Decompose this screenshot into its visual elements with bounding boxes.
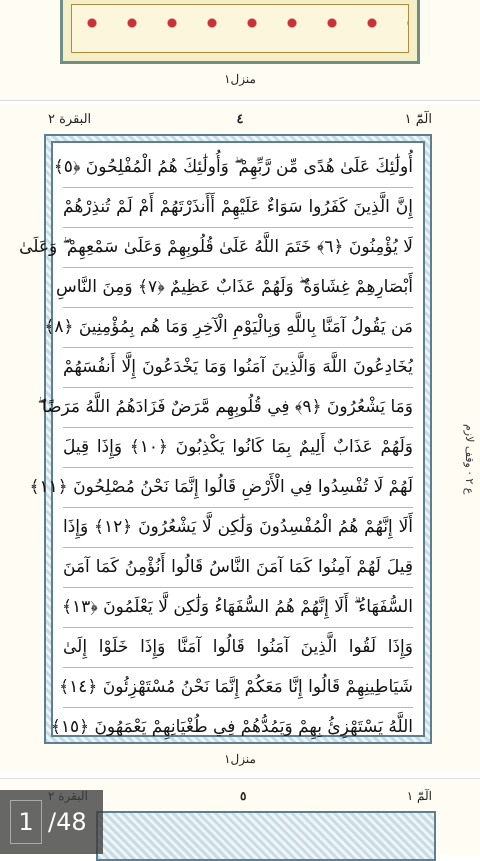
- margin-note: ع ٢ · وقف لازم: [463, 423, 476, 494]
- verse-line: أُولَٰئِكَ عَلَىٰ هُدًى مِّن رَّبِّهِمْ ۖ وَأُولَٰئِكَ هُمُ الْمُفْلِحُونَ ﴿٥﴾: [63, 147, 413, 188]
- manzil-label: منزل١: [224, 72, 256, 86]
- total-pages: /48: [48, 808, 87, 836]
- verse-line: أَبْصَارِهِمْ غِشَاوَةٌ ۖ وَلَهُمْ عَذَابٌ عَظِيمٌ ﴿٧﴾ وَمِنَ النَّاسِ: [63, 267, 413, 308]
- verse-line: أَلَا إِنَّهُمْ هُمُ الْمُفْسِدُونَ وَلَٰكِن لَّا يَشْعُرُونَ ﴿١٢﴾ وَإِذَا: [63, 507, 413, 548]
- verse-line: يُخَادِعُونَ اللَّهَ وَالَّذِينَ آمَنُوا وَمَا يَخْدَعُونَ إِلَّا أَنفُسَهُمْ: [63, 347, 413, 388]
- verse-line: إِنَّ الَّذِينَ كَفَرُوا سَوَاءٌ عَلَيْهِمْ أَأَنذَرْتَهُمْ أَمْ لَمْ تُنذِرْهُمْ: [63, 187, 413, 228]
- floral-pattern: [71, 4, 409, 53]
- text-frame: [19, 134, 432, 744]
- verse-line: لَا يُؤْمِنُونَ ﴿٦﴾ خَتَمَ اللَّهُ عَلَىٰ قُلُوبِهِمْ وَعَلَىٰ سَمْعِهِمْ ۖ وَعَلَىٰ: [63, 227, 413, 268]
- page-number: ٤: [236, 112, 244, 127]
- juz-header: الٓمّٓ ١: [404, 112, 432, 127]
- verse-line: السُّفَهَاءُ ۗ أَلَا إِنَّهُمْ هُمُ السُّفَهَاءُ وَلَٰكِن لَّا يَعْلَمُونَ ﴿١٣﴾: [63, 587, 413, 628]
- verse-line: لَهُمْ لَا تُفْسِدُوا فِي الْأَرْضِ قَالُوا إِنَّمَا نَحْنُ مُصْلِحُونَ ﴿١١﴾: [63, 467, 413, 508]
- verse-line: قِيلَ لَهُمْ آمِنُوا كَمَا آمَنَ النَّاسُ قَالُوا أَنُؤْمِنُ كَمَا آمَنَ: [63, 547, 413, 588]
- current-page-box[interactable]: 1: [10, 800, 42, 844]
- juz-header: الٓمّٓ ١: [406, 789, 432, 803]
- verse-line: وَإِذَا لَقُوا الَّذِينَ آمَنُوا قَالُوا آمَنَّا وَإِذَا خَلَوْا إِلَىٰ: [63, 627, 413, 668]
- verse-line: شَيَاطِينِهِمْ قَالُوا إِنَّا مَعَكُمْ إِنَّمَا نَحْنُ مُسْتَهْزِئُونَ ﴿١٤﴾: [63, 667, 413, 708]
- previous-page: [0, 0, 480, 101]
- quran-page[interactable]: [0, 104, 480, 772]
- manzil-label: منزل١: [224, 752, 256, 766]
- page-number: ٥: [240, 789, 247, 803]
- text-frame: [96, 811, 436, 861]
- verse-line: مَن يَقُولُ آمَنَّا بِاللَّهِ وَبِالْيَوْمِ الْآخِرِ وَمَا هُم بِمُؤْمِنِينَ ﴿٨﴾: [63, 307, 413, 348]
- surah-header: البقرة ٢: [48, 112, 92, 127]
- verse-line: وَلَهُمْ عَذَابٌ أَلِيمٌ بِمَا كَانُوا يَكْذِبُونَ ﴿١٠﴾ وَإِذَا قِيلَ: [63, 427, 413, 468]
- verse-area: [19, 141, 425, 737]
- verse-line: اللَّهُ يَسْتَهْزِئُ بِهِمْ وَيَمُدُّهُمْ فِي طُغْيَانِهِمْ يَعْمَهُونَ ﴿١٥﴾: [50, 717, 413, 737]
- page-counter[interactable]: [0, 790, 103, 854]
- surah-ornament: [60, 0, 420, 64]
- verse-line: وَمَا يَشْعُرُونَ ﴿٩﴾ فِي قُلُوبِهِم مَّرَضٌ فَزَادَهُمُ اللَّهُ مَرَضًا ۖ: [63, 387, 413, 428]
